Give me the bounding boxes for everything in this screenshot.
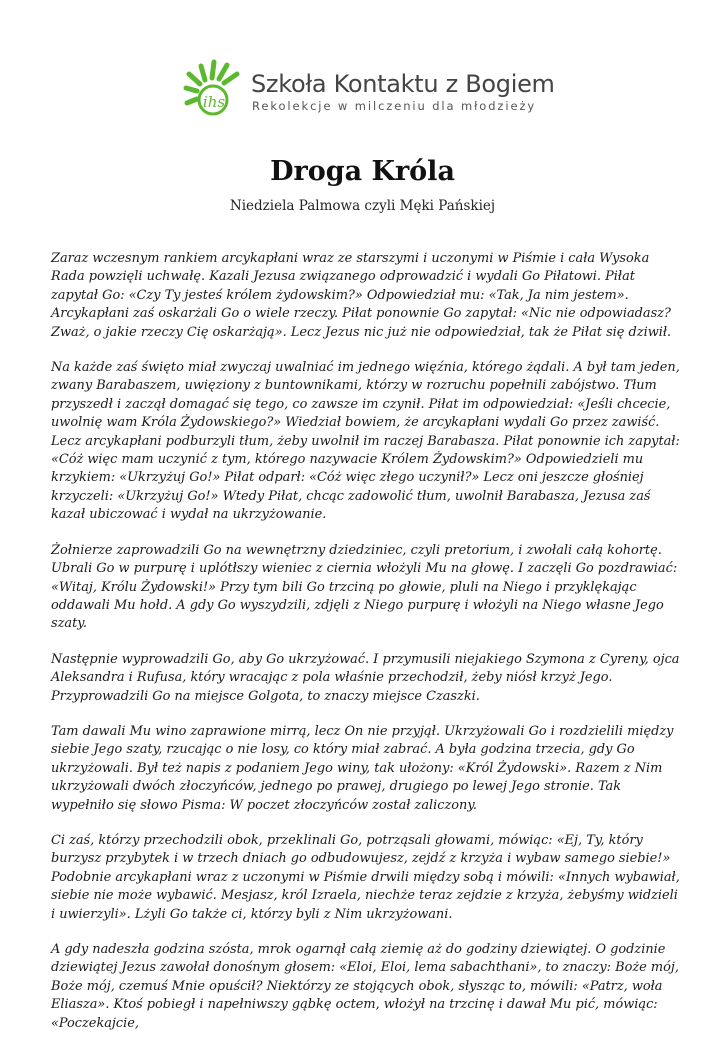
logo-title: Szkoła Kontaktu z Bogiem — [251, 70, 555, 98]
logo — [183, 58, 555, 128]
paragraph: Zaraz wczesnym rankiem arcykapłani wraz ze starszymi i uczonymi w Piśmie i cała Wysoka Rada powzięli uchwałę. Kazali Jezusa związanego odprowadzić i wydali Go Piłatowi. Piłat zapytał Go: «Czy Ty jesteś królem żydowskim?» Odpowiedział mu: «Tak, Ja nim jestem». Arcykapłani zaś oskarżali Go o wiele rzeczy. Piłat ponownie Go zapytał: «Nic nie odpowiadasz? Zważ, o jakie rzeczy Cię oskarżają». Lecz Jezus nic już nie odpowiedział, tak że Piłat się dziwił. — [51, 251, 672, 340]
paragraph: Żołnierze zaprowadzili Go na wewnętrzny dziedziniec, czyli pretorium, i zwołali całą kohortę. Ubrali Go w purpurę i uplótłszy wieniec z ciernia włożyli Mu na głowę. I zaczęli Go pozdrawiać: «Witaj, Królu Żydowski!» Przy tym bili Go trzciną po głowie, pluli na Niego i przyklękając oddawali Mu hołd. A gdy Go wyszydzili, zdjęli z Niego purpurę i włożyli na Niego własne Jego szaty. — [51, 542, 678, 632]
sun-ihs-icon — [183, 58, 249, 128]
logo-subtitle: Rekolekcje w milczeniu dla młodzieży — [252, 99, 537, 113]
paragraph: Ci zaś, którzy przechodzili obok, przeklinali Go, potrząsali głowami, mówiąc: «Ej, Ty, który burzysz przybytek i w trzech dniach go odbudowujesz, zejdź z krzyża i wybaw samego siebie!» Podobnie arcykapłani wraz z uczonymi w Piśmie drwili między sobą i mówili: «Innych wybawiał, siebie nie może wybawić. Mesjasz, król Izraela, niechże teraz zejdzie z krzyża, żebyśmy widzieli i uwierzyli». Lżyli Go także ci, którzy byli z Nim ukrzyżowani. — [51, 832, 680, 922]
document-subtitle: Niedziela Palmowa czyli Męki Pańskiej — [229, 198, 496, 214]
emblem-text: ihs — [202, 93, 226, 111]
document-body — [51, 250, 681, 1050]
document-title: Droga Króla — [270, 156, 455, 187]
paragraph: Następnie wyprowadzili Go, aby Go ukrzyżować. I przymusili niejakiego Szymona z Cyreny, ojca Aleksandra i Rufusa, który wracając z pola właśnie przechodził, żeby niósł krzyż Jego. Przyprowadzili Go na miejsce Golgota, to znaczy miejsce Czaszki. — [51, 651, 680, 704]
paragraph: A gdy nadeszła godzina szósta, mrok ogarnął całą ziemię aż do godziny dziewiątej. O godzinie dziewiątej Jezus zawołał donośnym głosem: «Eloi, Eloi, lema sabachthani», to znaczy: Boże mój, Boże mój, czemuś Mnie opuścił? Niektórzy ze stojących obok, słysząc to, mówili: «Patrz, woła Eliasza». Ktoś pobiegł i napełniwszy gąbkę octem, włożył na trzcinę i dawał Mu pić, mówiąc: «Poczekajcie, — [51, 942, 679, 1031]
paragraph: Tam dawali Mu wino zaprawione mirrą, lecz On nie przyjął. Ukrzyżowali Go i rozdzielili między siebie Jego szaty, rzucając o nie losy, co który miał zabrać. A była godzina trzecia, gdy Go ukrzyżowali. Był też napis z podaniem Jego winy, tak ułożony: «Król Żydowski». Razem z Nim ukrzyżowali dwóch złoczyńców, jednego po prawej, drugiego po lewej Jego stronie. Tak wypełniło się słowo Pisma: W poczet złoczyńców został zaliczony. — [51, 723, 674, 813]
paragraph: Na każde zaś święto miał zwyczaj uwalniać im jednego więźnia, którego żądali. A był tam jeden, zwany Barabaszem, uwięziony z buntownikami, którzy w rozruchu popełnili zabójstwo. Tłum przyszedł i zaczął domagać się tego, co zawsze im czynił. Piłat im odpowiedział: «Jeśli chcecie, uwolnię wam Króla Żydowskiego?» Wiedział bowiem, że arcykapłani wydali Go przez zawiść. Lecz arcykapłani podburzyli tłum, żeby uwolnił im raczej Barabasza. Piłat ponownie ich zapytał: «Cóż więc mam uczynić z tym, którego nazywacie Królem Żydowskim?» Odpowiedzieli mu krzykiem: «Ukrzyżuj Go!» Piłat odparł: «Cóż więc złego uczynił?» Lecz oni jeszcze głośniej krzyczeli: «Ukrzyżuj Go!» Wtedy Piłat, chcąc zadowolić tłum, uwolnił Barabasza, Jezusa zaś kazał ubiczować i wydał na ukrzyżowanie. — [51, 360, 680, 523]
